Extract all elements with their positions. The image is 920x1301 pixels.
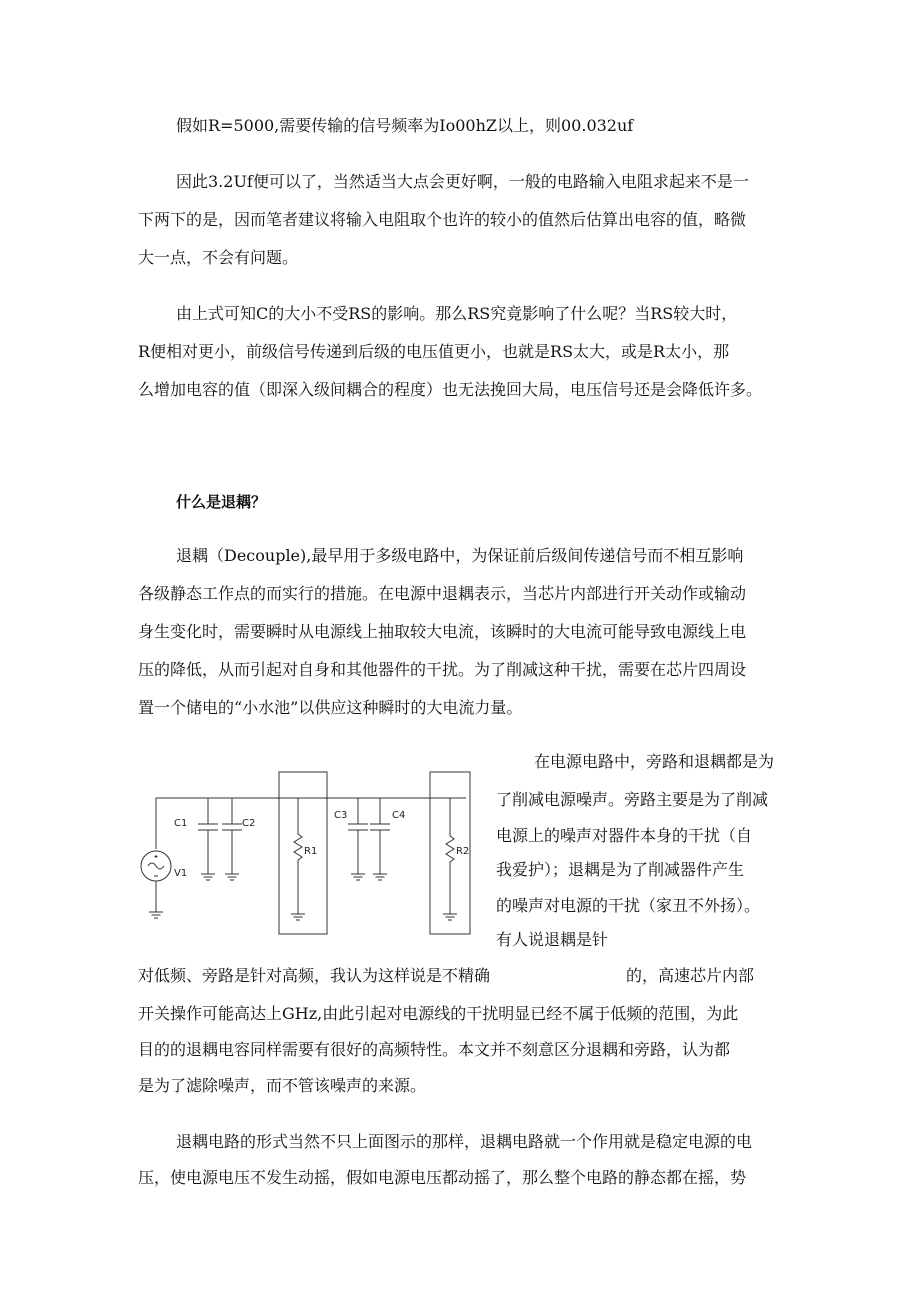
decouple-para-line-5: 置一个储电的“小水池”以供应这种瞬时的大电流力量。: [138, 698, 523, 717]
section-heading: 什么是退耦？: [176, 493, 267, 511]
capacitor-para-line-1: 因此3.2Uf便可以了，当然适当大点会更好啊，一般的电路输入电阻求起来不是一: [176, 172, 749, 191]
r1-label: R1: [304, 846, 318, 857]
bypass-para-line-2: 了削减电源噪声。旁路主要是为了削减: [496, 790, 769, 809]
decouple-para-line-2: 各级静态工作点的而实行的措施。在电源中退耦表示，当芯片内部进行开关动作或输动: [138, 584, 747, 603]
r1-highlight-box: [279, 772, 327, 934]
decouple-para-line-4: 压的降低，从而引起对自身和其他器件的干扰。为了削减这种干扰，需要在芯片四周设: [138, 660, 747, 679]
capacitor-para-line-2: 下两下的是，因而笔者建议将输入电阻取个也许的较小的值然后估算出电容的值，略微: [138, 210, 747, 229]
formula-line: 假如R=5000,需要传输的信号频率为Io00hZ以上，则00.032uf: [176, 116, 634, 135]
bypass-para-line-7b: 的，高速芯片内部: [626, 966, 755, 985]
decouple-para-line-3: 身生变化时，需要瞬时从电源线上抽取较大电流，该瞬时的大电流可能导致电源线上电: [138, 622, 747, 641]
c1-label: C1: [174, 818, 188, 829]
bypass-para-line-10: 是为了滤除噪声，而不管该噪声的来源。: [138, 1076, 427, 1095]
r2-label: R2: [456, 846, 470, 857]
bypass-para-line-7a: 对低频、旁路是针对高频，我认为这样说是不精确: [138, 966, 491, 985]
rs-para-line-2: R便相对更小，前级信号传递到后级的电压值更小，也就是RS太大，或是R太小，那: [138, 342, 730, 361]
final-para-line-2: 压，使电源电压不发生动摇，假如电源电压都动摇了，那么整个电路的静态都在摇，势: [138, 1168, 747, 1187]
bypass-para-line-3: 电源上的噪声对器件本身的干扰（自: [496, 826, 753, 845]
decoupling-circuit-diagram: [136, 764, 472, 942]
rs-para-line-3: 么增加电容的值（即深入级间耦合的程度）也无法挽回大局，电压信号还是会降低许多。: [138, 380, 763, 399]
c2-label: C2: [242, 818, 256, 829]
v1-label: V1: [174, 868, 188, 879]
bypass-para-line-1: 在电源电路中，旁路和退耦都是为: [534, 752, 775, 771]
decouple-para-line-1: 退耦（Decouple),最早用于多级电路中，为保证前后级间传递信号而不相互影响: [176, 546, 744, 565]
c4-label: C4: [392, 810, 406, 821]
r2-resistor-symbol: [446, 836, 454, 862]
c3-label: C3: [334, 810, 348, 821]
bypass-para-line-4: 我爱护）；退耦是为了削减器件产生: [496, 860, 745, 879]
final-para-line-1: 退耦电路的形式当然不只上面图示的那样，退耦电路就一个作用就是稳定电源的电: [176, 1132, 753, 1151]
bypass-para-line-8: 开关操作可能高达上GHz,由此引起对电源线的干扰明显已经不属于低频的范围，为此: [138, 1004, 739, 1023]
bypass-para-line-6: 有人说退耦是针: [496, 930, 609, 949]
bypass-para-line-9: 目的的退耦电容同样需要有很好的高频特性。本文并不刻意区分退耦和旁路，认为都: [138, 1040, 731, 1059]
bypass-para-line-5: 的噪声对电源的干扰（家丑不外扬）。: [496, 896, 761, 915]
capacitor-para-line-3: 大一点，不会有问题。: [138, 248, 299, 267]
r1-resistor-symbol: [294, 834, 302, 860]
rs-para-line-1: 由上式可知C的大小不受RS的影响。那么RS究竟影响了什么呢？当RS较大时，: [176, 304, 738, 323]
